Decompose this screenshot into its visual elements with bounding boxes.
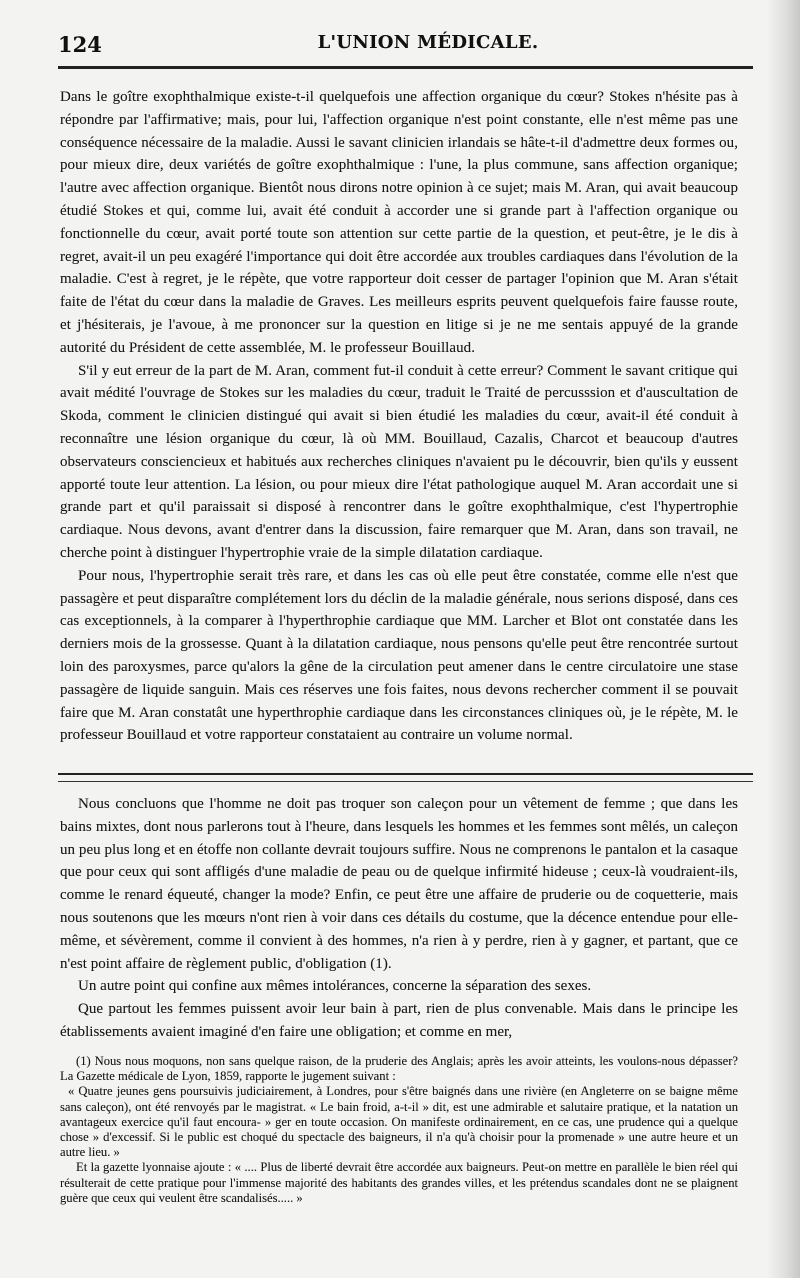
article-paragraph-3: Pour nous, l'hypertrophie serait très rare, et dans les cas où elle peut être constatée, comme elle n'est que passagère et peut disparaître complétement lors du déclin de la maladie générale, nous serions disposé, dans ces cas exceptionnels, à la comparer à l'hyperthrophie cardiaque que MM. Larcher et Blot ont constatée dans les derniers mois de la grossesse. Quant à la dilatation cardiaque, nous pensons qu'elle peut être rencontrée surtout loin des paroxysmes, parce qu'alors la gêne de la circulation peut amener dans le centre circulatoire une stase passagère de liquide sanguin. Mais ces réserves une fois faites, nous devons rechercher comment il se pouvait faire que M. Aran constatât une hyperthrophie cardiaque dans les circonstances cliniques où, je le répète, M. le professeur Bouillaud et votre rapporteur constataient au contraire un volume normal.: [60, 567, 738, 744]
article-paragraph-2: S'il y eut erreur de la part de M. Aran, comment fut-il conduit à cette erreur? Comment le savant critique qui avait médité l'ouvrage de Stokes sur les maladies du cœur, traduit le Traité de percusssion et d'auscultation de Skoda, comment le clinicien distingué qui avait si bien étudié les maladies du cœur, avait-il été conduit à reconnaître une lésion organique du cœur, là où MM. Bouillaud, Cazalis, Charcot et beaucoup d'autres observateurs consciencieux et habitués aux recherches cliniques n'avaient pu le découvrir, bien qu'ils y eussent apporté toute leur attention. La lésion, ou pour mieux dire l'état pathologique auquel M. Aran accordait une si grande part et qu'il paraissait si disposé à rencontrer dans le goître exophthalmique, c'est l'hypertrophie cardiaque. Nous devons, avant d'entrer dans la discussion, faire remarquer que M. Aran, dans son travail, ne cherche point à distinguer l'hypertrophie vraie de la simple dilatation cardiaque.: [60, 362, 738, 561]
page-header: [58, 32, 754, 66]
page-edge-shadow: [766, 0, 800, 1278]
footnote-quote: « Quatre jeunes gens poursuivis judiciairement, à Londres, pour s'être baignés dans une rivière (en Angleterre on se baigne même sans caleçon), ont été renvoyés par le magistrat. « Le bain froid, a-t-il » dit, est une admirable et salutaire pratique, et la natation un avantageux exercice qu'il faut encoura- » ger en toute occasion. On manifeste ordinairement, en ce cas, une prudence qui a quelque chose » d'excessif. Si le public est choqué du spectacle des baigneurs, il n'a qu'à choisir pour la promenade » une autre heure et un autre lieu. »: [60, 1084, 738, 1160]
section-separator-top: [58, 773, 753, 775]
feuilleton-text: [60, 793, 738, 1044]
footnote-1: (1) Nous nous moquons, non sans quelque raison, de la pruderie des Anglais; après les avoir atteints, les voulons-nous dépasser? La Gazette médicale de Lyon, 1859, rapporte le jugement suivant :: [60, 1054, 738, 1084]
feuilleton-paragraph-1: Nous concluons que l'homme ne doit pas troquer son caleçon pour un vêtement de femme ; que dans les bains mixtes, dont nous parlerons tout à l'heure, dans lesquels les hommes et les femmes sont mêlés, un caleçon un peu plus long et en étoffe non collante devrait toujours suffire. Nous ne comprenons le pantalon et la casaque que pour ceux qui sont affligés d'une maladie de peau ou de quelque infirmité hideuse ; ceux-là voudraient-ils, comme le renard équeuté, changer la mode? Enfin, ce peut être une affaire de pruderie ou de coquetterie, mais nous soutenons que les mœurs n'ont rien à voir dans ces détails du costume, que la décence entendue pour elle-même, et sévèrement, comme il convient à des hommes, n'a rien à y perdre, rien à y gagner, et partant, que ce n'est point affaire de règlement public, d'obligation (1).: [60, 796, 738, 972]
footnotes: [60, 1054, 738, 1206]
section-separator-bottom: [58, 781, 753, 782]
main-article-text: [60, 86, 738, 747]
footnote-continuation: Et la gazette lyonnaise ajoute : « .... Plus de liberté devrait être accordée aux baigneurs. Peut-on mettre en parallèle le bien réel qui résulterait de cette pratique pour l'immense majorité des habitants des grandes villes, et les prétendus scandales dont ne se plaignent guère que ceux qui veulent être scandalisés..... »: [60, 1160, 738, 1205]
header-rule: [58, 66, 753, 69]
article-paragraph-1: Dans le goître exophthalmique existe-t-il quelquefois une affection organique du cœur? Stokes n'hésite pas à répondre par l'affirmative; mais, pour lui, l'affection organique n'est point constante, elle n'est même pas une conséquence nécessaire de la maladie. Aussi le savant clinicien irlandais se hâte-t-il d'admettre deux formes ou, pour mieux dire, deux variétés de goître exophthalmique : l'une, la plus commune, sans affection organique; l'autre avec affection organique. Bientôt nous dirons notre opinion à ce sujet; mais M. Aran, qui avait beaucoup étudié Stokes et qui, comme lui, avait été conduit à accorder une si grande part à l'affection organique ou fonctionnelle du cœur, avait porté toute son attention sur cette partie de la question, et peut-être, je le dis à regret, avait-il un peu exagéré l'importance qui doit être accordée aux troubles cardiaques dans l'évolution de la maladie. C'est à regret, je le répète, que votre rapporteur doit cesser de partager l'opinion que M. Aran s'était faite de l'état du cœur dans la maladie de Graves. Les meilleurs esprits peuvent quelquefois faire fausse route, et j'hésiterais, je l'avoue, à me prononcer sur la question en litige si je ne me sentais appuyé de la grande autorité du Président de cette assemblée, M. le professeur Bouillaud.: [60, 89, 738, 356]
feuilleton-paragraph-3: Que partout les femmes puissent avoir leur bain à part, rien de plus convenable. Mais dans le principe les établissements avaient imaginé d'en faire une obligation; et comme en mer,: [60, 1001, 738, 1040]
page-number: 124: [58, 32, 102, 57]
journal-title: L'UNION MÉDICALE.: [317, 32, 539, 53]
feuilleton-paragraph-2: Un autre point qui confine aux mêmes intolérances, concerne la séparation des sexes.: [78, 978, 592, 995]
